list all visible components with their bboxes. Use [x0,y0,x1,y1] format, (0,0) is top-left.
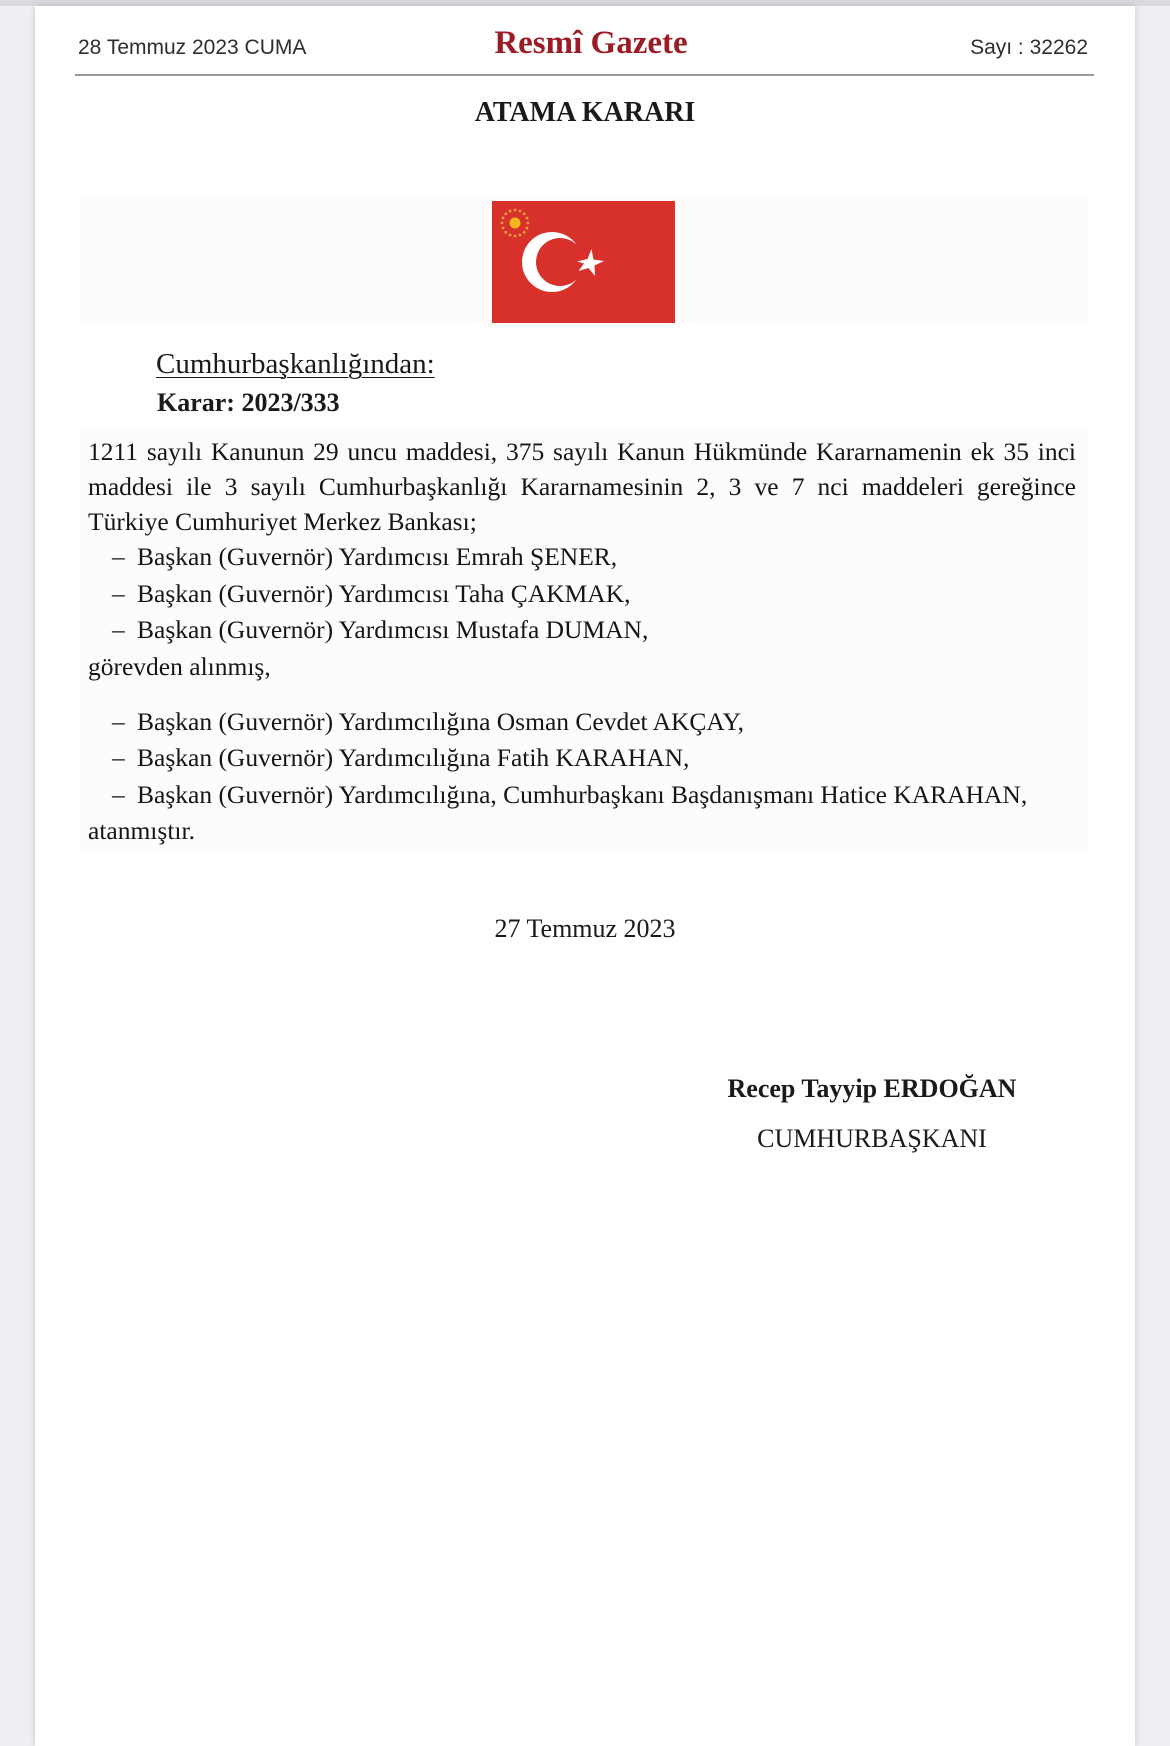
removed-person: Başkan (Guvernör) Yardımcısı Emrah ŞENER, [137,542,618,571]
decision-body [88,434,1076,848]
appointed-person: Başkan (Guvernör) Yardımcılığına Osman Cevdet AKÇAY, [137,706,744,736]
dash-bullet: – [112,706,125,736]
sun-star-icon [514,235,517,238]
sun-star-icon [502,227,505,230]
turkish-presidential-flag-icon [492,201,675,323]
dash-bullet: – [112,615,125,644]
dash-bullet: – [112,578,125,608]
gazette-title: Resmî Gazete [494,25,688,61]
sun-star-icon [523,212,526,215]
sun-star-icon [509,234,512,237]
signer-title: CUMHURBAŞKANI [757,1124,987,1153]
intro-paragraph: 1211 sayılı Kanunun 29 uncu maddesi, 375 sayılı Kanun Hükmünde Kararnamenin ek 35 inci maddesi ile 3 sayılı Cumhurbaşkanlığı Kararnamesinin 2, 3 ve 7 nci maddeleri gereğince Türkiye Cumhuriyet Merkez Bankası; [88,437,1076,536]
sun-star-icon [502,217,505,220]
appointed-list-item [88,777,1076,814]
spacer [88,684,1076,704]
dash-bullet: – [112,542,125,571]
sun-star-icon [527,222,530,225]
appointed-list-item [88,740,1076,777]
dash-bullet: – [112,743,125,772]
signing-date: 27 Temmuz 2023 [494,914,676,943]
sun-star-icon [526,217,529,220]
removed-person: Başkan (Guvernör) Yardımcısı Mustafa DUMAN, [137,615,649,644]
appointed-person: Başkan (Guvernör) Yardımcılığına, Cumhurbaşkanı Başdanışmanı Hatice KARAHAN, [137,779,1028,809]
sun-star-icon [514,209,517,212]
appointed-person: Başkan (Guvernör) Yardımcılığına Fatih KARAHAN, [137,743,690,772]
publication-date: 28 Temmuz 2023 CUMA [78,36,307,59]
sun-star-icon [523,231,526,234]
removed-conclusion: görevden alınmış, [88,651,271,681]
appointed-conclusion: atanmıştır. [88,816,195,845]
sun-star-icon [504,231,507,234]
decision-number: Karar: 2023/333 [157,388,340,417]
sun-star-icon [526,227,529,230]
sun-star-icon [519,210,522,213]
signer-name: Recep Tayyip ERDOĞAN [727,1074,1017,1103]
sun-star-icon [504,212,507,215]
sun-star-icon [509,210,512,213]
dash-bullet: – [112,779,125,809]
removed-list-item [88,539,1076,576]
document-type-heading: ATAMA KARARI [474,97,696,128]
appointed-list-item [88,704,1076,741]
issuing-authority: Cumhurbaşkanlığından: [156,348,435,380]
sun-star-icon [519,234,522,237]
sun-star-icon [501,222,504,225]
removed-list-item [88,576,1076,613]
issue-number: Sayı : 32262 [970,36,1088,59]
header-divider [75,74,1094,76]
removed-list-item [88,612,1076,649]
removed-person: Başkan (Guvernör) Yardımcısı Taha ÇAKMAK, [137,578,631,608]
